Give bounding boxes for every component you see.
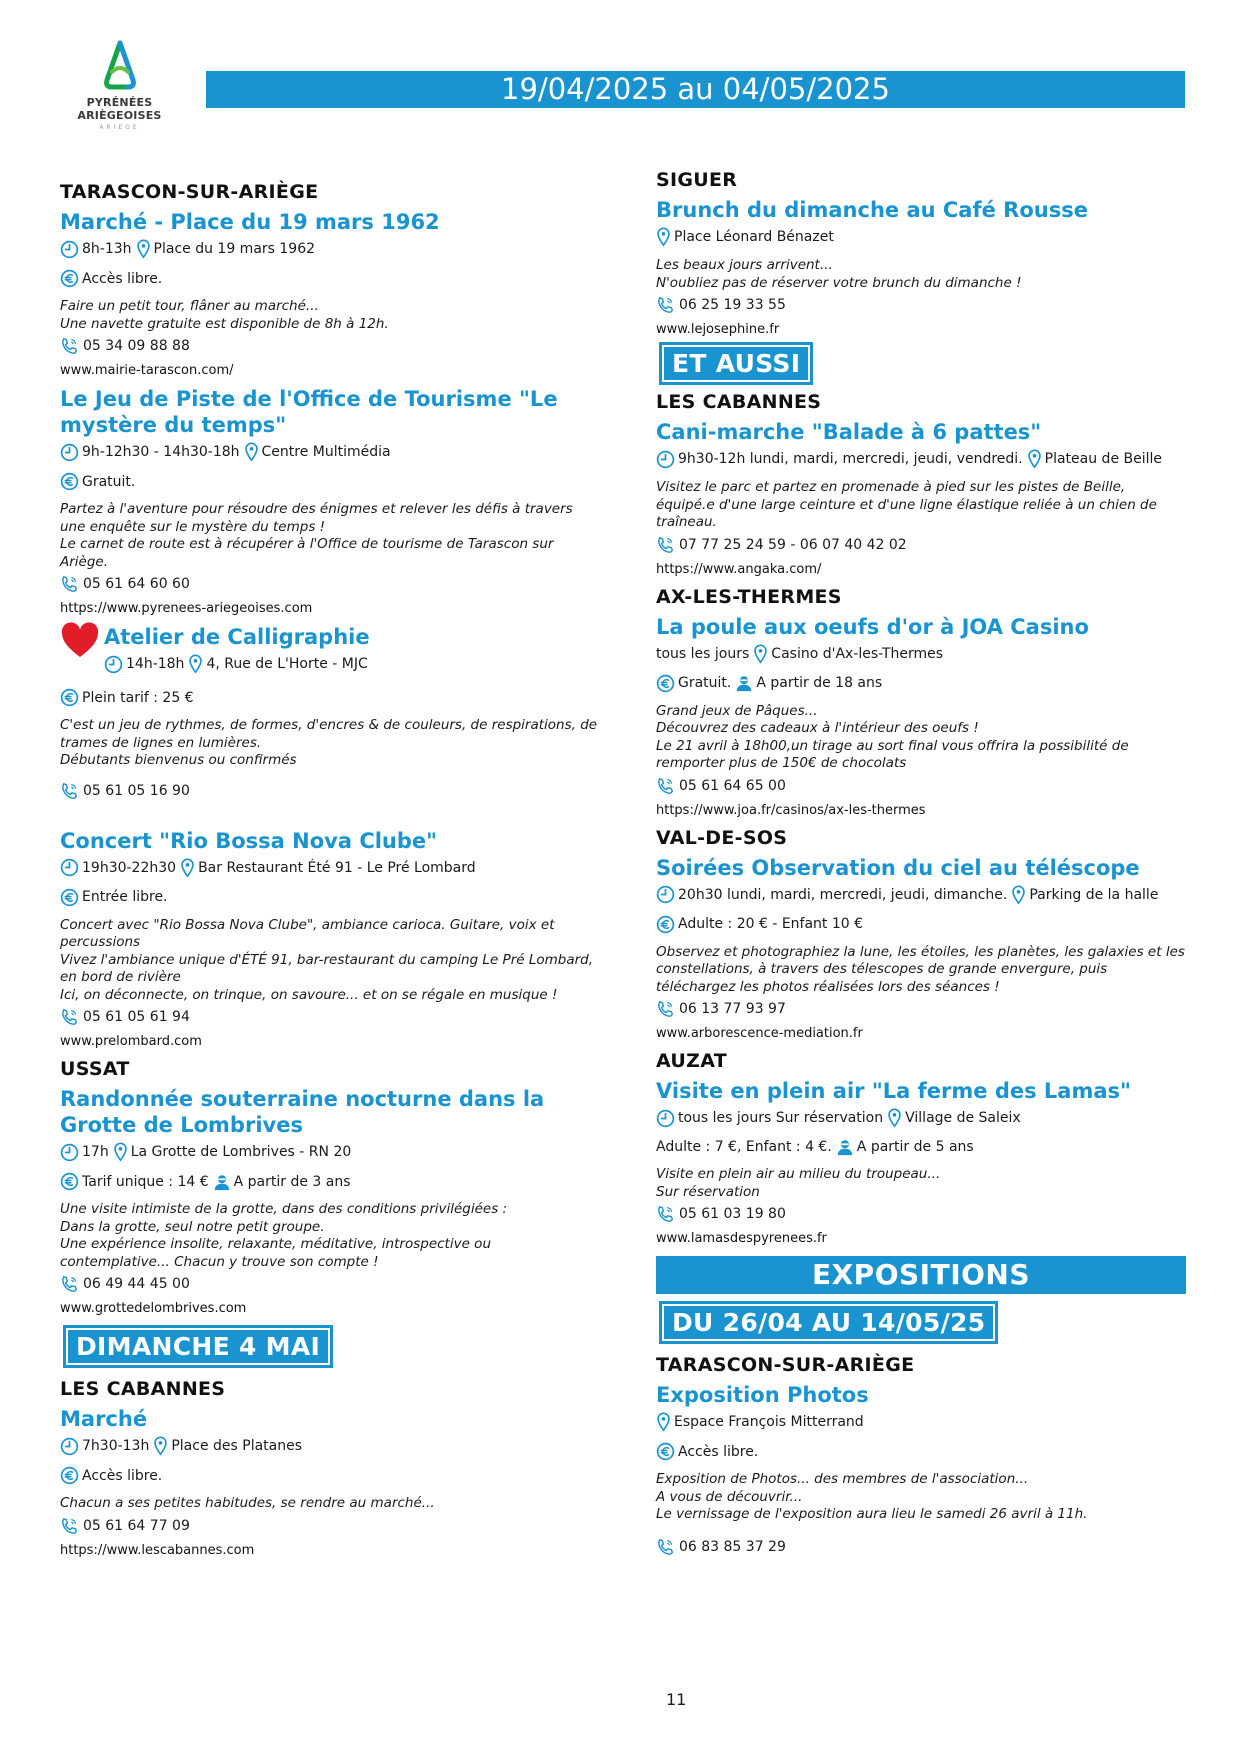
location-pin-icon [136,239,151,259]
event-place: Centre Multimédia [261,444,391,460]
event-time: 9h30-12h lundi, mardi, mercredi, jeudi, vendredi. [678,451,1023,467]
expositions-banner: EXPOSITIONS [656,1256,1186,1294]
event-website[interactable]: www.grottedelombrives.com [60,1301,247,1316]
clock-icon [60,858,79,877]
event-poule-oeufs-or [656,614,1186,818]
event-age: A partir de 5 ans [856,1139,974,1155]
event-place: Casino d'Ax-les-Thermes [771,645,944,662]
date-range-banner: 19/04/2025 au 04/05/2025 [206,71,1185,108]
event-brunch-siguer [656,197,1186,337]
event-place: Espace François Mitterrand [674,1414,864,1430]
event-jeu-de-piste [60,386,600,616]
age-person-icon [836,1138,854,1156]
event-website[interactable]: https://www.joa.fr/casinos/ax-les-thermes [656,802,926,818]
event-place: Village de Saleix [905,1110,1021,1126]
event-randonnee-lombrives [60,1086,600,1316]
phone-icon [60,1275,80,1293]
event-description: Observez et photographiez la lune, les étoiles, les planètes, les galaxies et les constellations, à travers des télescopes de grande envergure, puis téléchargez les photos réalisées lors des séances ! [656,943,1185,995]
logo-line-3: ARIEGE [99,124,140,131]
phone-icon [60,337,80,355]
town-heading: USSAT [60,1058,130,1080]
phone-icon [656,536,676,554]
clock-icon [656,450,675,469]
event-website[interactable]: https://www.lescabannes.com [60,1542,255,1558]
phone-icon [60,1008,80,1026]
event-atelier-calligraphie [60,624,600,820]
euro-icon [60,888,79,907]
et-aussi-tag: ET AUSSI [662,345,810,382]
euro-icon [656,915,675,934]
event-phone[interactable]: 07 77 25 24 59 - 06 07 40 42 02 [679,536,907,553]
event-time: 20h30 lundi, mardi, mercredi, jeudi, dimanche. [678,886,1008,903]
event-time: 19h30-22h30 [82,859,177,876]
event-time: tous les jours Sur réservation [678,1110,884,1126]
event-title[interactable]: Randonnée souterraine nocturne dans la Grotte de Lombrives [60,1087,545,1137]
event-price: Plein tarif : 25 € [82,689,194,706]
town-heading: AX-LES-THERMES [656,585,842,608]
event-time: 9h-12h30 - 14h30-18h [82,444,240,460]
event-description: Les beaux jours arrivent... N'oubliez pas de réserver votre brunch du dimanche ! [656,257,1022,291]
right-column [656,168,1186,1564]
event-website[interactable]: www.prelombard.com [60,1034,202,1049]
event-price: Accès libre. [678,1443,759,1460]
town-heading: VAL-DE-SOS [656,826,788,849]
event-time: 7h30-13h [82,1438,150,1454]
phone-icon [60,575,80,593]
event-place: 4, Rue de L'Horte - MJC [206,656,368,672]
event-description: Chacun a ses petites habitudes, se rendre au marché... [60,1495,435,1511]
clock-icon [656,885,675,904]
event-title[interactable]: Brunch du dimanche au Café Rousse [656,198,1088,222]
event-price: Adulte : 20 € - Enfant 10 € [678,916,864,932]
event-price: Adulte : 7 €, Enfant : 4 €. [656,1139,832,1155]
logo-mark-icon [100,40,140,92]
town-heading: TARASCON-SUR-ARIÈGE [656,1354,915,1376]
event-title[interactable]: Concert "Rio Bossa Nova Clube" [60,828,438,853]
location-pin-icon [188,654,203,674]
location-pin-icon [244,442,259,462]
event-place: Bar Restaurant Été 91 - Le Pré Lombard [198,859,476,876]
location-pin-icon [1027,449,1042,469]
event-description: C'est un jeu de rythmes, de formes, d'encres & de couleurs, de respirations, de trames de lignes en lumières. Débutants bienvenus ou confirmés [60,717,598,768]
event-title[interactable]: Visite en plein air "La ferme des Lamas" [656,1079,1131,1103]
euro-icon [60,688,79,707]
age-person-icon [213,1173,231,1191]
event-website[interactable]: www.mairie-tarascon.com/ [60,363,234,378]
clock-icon [656,1109,675,1128]
event-age: A partir de 18 ans [756,675,883,691]
town-heading: LES CABANNES [656,391,822,413]
event-place: Place du 19 mars 1962 [153,241,316,257]
event-phone[interactable]: 05 61 03 19 80 [679,1206,786,1222]
logo-line-2: ARIÈGEOISES [77,109,162,122]
event-website[interactable]: www.lejosephine.fr [656,322,780,337]
event-website[interactable]: www.lamasdespyrenees.fr [656,1231,827,1246]
event-time: 14h-18h [126,656,185,672]
page-number: 11 [666,1690,687,1709]
event-description: Concert avec "Rio Bossa Nova Clube", ambiance carioca. Guitare, voix et percussions Vivez l'ambiance unique d'ÉTÉ 91, bar-restaurant du camping Le Pré Lombard, en bord de rivière Ici, on déconnecte, on trinque, on savoure... et on se régale en musique ! [60,916,594,1003]
location-pin-icon [887,1108,902,1128]
event-description: Partez à l'aventure pour résoudre des énigmes et relever les défis à travers une enquête sur le mystère du temps ! Le carnet de route est à récupérer à l'Office de tourisme de Tarascon sur Ariège. [60,501,573,570]
euro-icon [656,674,675,693]
event-ferme-lamas [656,1078,1186,1246]
clock-icon [60,1143,79,1162]
event-title[interactable]: La poule aux oeufs d'or à JOA Casino [656,614,1089,639]
event-price: Accès libre. [82,270,163,287]
location-pin-icon [1011,885,1026,905]
event-website[interactable]: https://www.angaka.com/ [656,561,822,577]
event-observation-ciel [656,855,1186,1042]
event-phone[interactable]: 06 83 85 37 29 [679,1538,786,1555]
day-tag: DIMANCHE 4 MAI [66,1328,330,1365]
event-title[interactable]: Cani-marche "Balade à 6 pattes" [656,420,1042,444]
event-phone[interactable]: 06 49 44 45 00 [83,1276,190,1292]
event-time: 17h [82,1144,109,1160]
phone-icon [656,1205,676,1223]
euro-icon [60,1466,79,1485]
clock-icon [60,1437,79,1456]
euro-icon [60,1172,79,1191]
event-phone[interactable]: 05 34 09 88 88 [83,338,190,354]
phone-icon [656,1000,676,1018]
event-title[interactable]: Marché [60,1407,148,1431]
event-description: Exposition de Photos... des membres de l'association... A vous de découvrir... Le vernissage de l'exposition aura lieu le samedi 26 avril à 11h. [656,1471,1088,1522]
event-place: Place des Platanes [171,1438,303,1454]
event-phone[interactable]: 05 61 64 60 60 [83,576,190,592]
event-marche-tarascon [60,209,600,378]
location-pin-icon [153,1436,168,1456]
event-marche-cabannes [60,1406,600,1558]
event-phone[interactable]: 05 61 64 77 09 [83,1517,190,1534]
location-pin-icon [753,644,768,664]
event-title[interactable]: Exposition Photos [656,1383,869,1407]
event-price: Gratuit. [82,473,136,490]
event-cani-marche [656,419,1186,577]
clock-icon [60,443,79,462]
event-phone[interactable]: 05 61 05 16 90 [83,782,190,799]
heart-icon [60,622,100,660]
event-title[interactable]: Le Jeu de Piste de l'Office de Tourisme "Le mystère du temps" [60,387,558,437]
event-title[interactable]: Soirées Observation du ciel au téléscope [656,855,1140,880]
event-description: Visite en plein air au milieu du troupeau... Sur réservation [656,1166,941,1200]
event-exposition-photos [656,1382,1186,1556]
event-description: Visitez le parc et partez en promenade à pied sur les pistes de Beille, équipé.e d'une large ceinture et d'une ligne élastique reliée à un chien de traîneau. [656,479,1157,530]
euro-icon [656,1442,675,1461]
age-person-icon [735,674,753,692]
event-price: Accès libre. [82,1467,163,1484]
logo-line-1: PYRÉNÉES [86,96,153,109]
location-pin-icon [113,1142,128,1162]
event-description: Une visite intimiste de la grotte, dans des conditions privilégiées : Dans la grotte, seul notre petit groupe. Une expérience insolite, relaxante, méditative, introspective ou contemplative... Chacun y trouve son compte ! [60,1201,508,1270]
event-concert-rio-bossa [60,828,600,1050]
event-title[interactable]: Atelier de Calligraphie [104,625,370,649]
euro-icon [60,472,79,491]
event-phone[interactable]: 05 61 64 65 00 [679,777,786,794]
event-website[interactable]: https://www.pyrenees-ariegeoises.com [60,601,313,616]
event-description: Grand jeux de Pâques... Découvrez des cadeaux à l'intérieur des oeufs ! Le 21 avril à 18h00,un tirage au sort final vous offrira la possibilité de remporter plus de 150€ de chocolats [656,702,1129,771]
period-tag: DU 26/04 AU 14/05/25 [662,1304,995,1341]
euro-icon [60,269,79,288]
phone-icon [656,777,676,795]
event-phone[interactable]: 06 25 19 33 55 [679,297,786,313]
event-phone[interactable]: 05 61 05 61 94 [83,1009,190,1025]
event-phone[interactable]: 06 13 77 93 97 [679,1001,786,1017]
phone-icon [656,296,676,314]
event-time: tous les jours [656,645,750,662]
event-price: Entrée libre. [82,889,168,905]
location-pin-icon [180,858,195,878]
location-pin-icon [656,227,671,247]
event-website[interactable]: www.arborescence-mediation.fr [656,1026,863,1041]
town-heading: TARASCON-SUR-ARIÈGE [60,181,319,203]
event-description: Faire un petit tour, flâner au marché... Une navette gratuite est disponible de 8h à 12h. [60,298,389,332]
brand-logo [72,40,167,131]
event-age: A partir de 3 ans [233,1173,351,1190]
town-heading: AUZAT [656,1050,728,1072]
town-heading: LES CABANNES [60,1378,226,1400]
phone-icon [60,1517,80,1535]
clock-icon [104,655,123,674]
event-place: Place Léonard Bénazet [674,229,834,245]
clock-icon [60,240,79,259]
phone-icon [656,1538,676,1556]
location-pin-icon [656,1412,671,1432]
event-place: Plateau de Beille [1044,451,1163,467]
event-place: La Grotte de Lombrives - RN 20 [130,1144,352,1160]
event-title[interactable]: Marché - Place du 19 mars 1962 [60,210,440,234]
event-price: Gratuit. [678,675,732,691]
town-heading: SIGUER [656,169,738,191]
event-time: 8h-13h [82,241,132,257]
phone-icon [60,782,80,800]
event-price: Tarif unique : 14 € [82,1173,209,1190]
left-column [60,180,600,1566]
event-place: Parking de la halle [1029,886,1159,903]
